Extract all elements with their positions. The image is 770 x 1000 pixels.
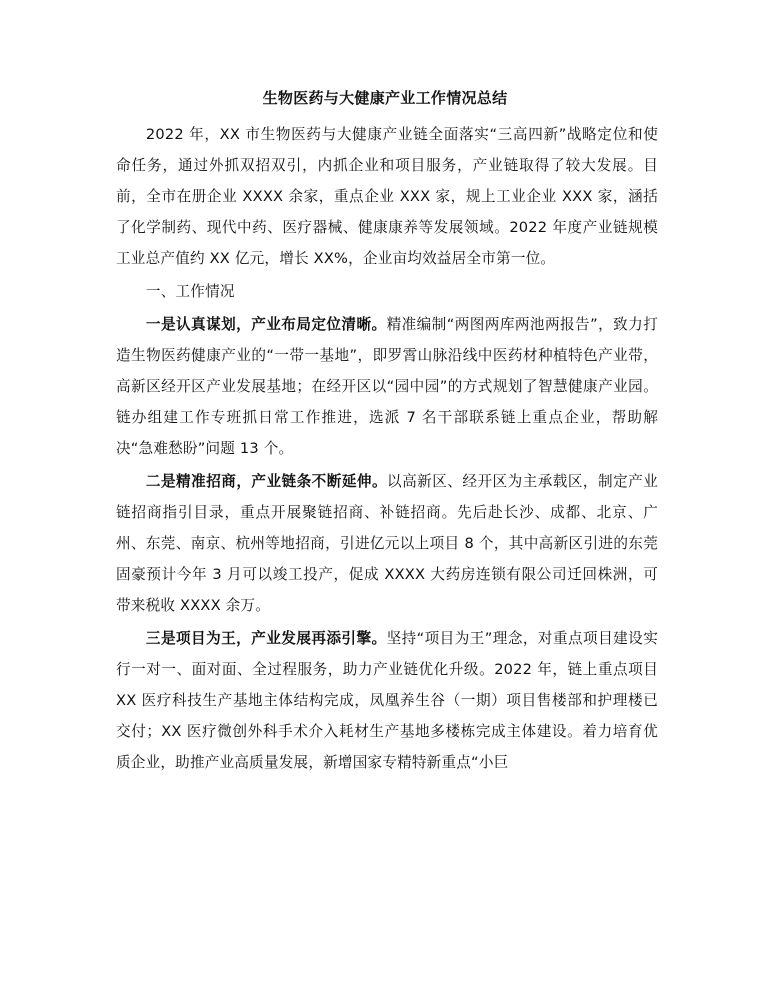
paragraph-3: [116, 623, 658, 778]
paragraph-1-text: 精准编制“两图两库两池两报告”，致力打造生物医药健康产业的“一带一基地”，即罗霄山脉沿线中医药材种植特色产业带，高新区经开区产业发展基地；在经开区以“园中园”的方式规划了智慧健康产业园。链办组建工作专班抓日常工作推进，选派 7 名干部联系链上重点企业，帮助解决“急难愁盼”问题 13 个。: [116, 316, 658, 457]
paragraph-2: [116, 466, 658, 621]
paragraph-1-lead: 一是认真谋划，产业布局定位清晰。: [145, 316, 387, 333]
paragraph-3-lead: 三是项目为王，产业发展再添引擎。: [145, 630, 387, 647]
paragraph-1: [116, 309, 658, 464]
intro-paragraph: 2022 年，XX 市生物医药与大健康产业链全面落实“三高四新”战略定位和使命任务，通过外抓双招双引，内抓企业和项目服务，产业链取得了较大发展。目前，全市在册企业 XXXX 余家，重点企业 XXX 家，规上工业企业 XXX 家，涵括了化学制药、现代中药、医疗器械、健康康养等发展领域。2022 年度产业链规模工业总产值约 XX 亿元，增长 XX%，企业亩均效益居全市第一位。: [116, 126, 658, 267]
paragraph-2-text: 以高新区、经开区为主承载区，制定产业链招商指引目录，重点开展聚链招商、补链招商。先后赴长沙、成都、北京、广州、东莞、南京、杭州等地招商，引进亿元以上项目 8 个，其中高新区引进的东莞固豪预计今年 3 月可以竣工投产，促成 XXXX 大药房连锁有限公司迁回株洲，可带来税收 XXXX 余万。: [116, 473, 658, 614]
paragraph-3-text: 坚持“项目为王”理念，对重点项目建设实行一对一、面对面、全过程服务，助力产业链优化升级。2022 年，链上重点项目 XX 医疗科技生产基地主体结构完成，凤凰养生谷（一期）项目售楼部和护理楼已交付；XX 医疗微创外科手术介入耗材生产基地多楼栋完成主体建设。着力培育优质企业，助推产业高质量发展，新增国家专精特新重点“小巨: [116, 630, 658, 771]
document-title: 生物医药与大健康产业工作情况总结: [262, 89, 508, 107]
section-heading: 一、工作情况: [145, 283, 235, 300]
paragraph-2-lead: 二是精准招商，产业链条不断延伸。: [145, 473, 388, 490]
document-body: [116, 119, 658, 780]
